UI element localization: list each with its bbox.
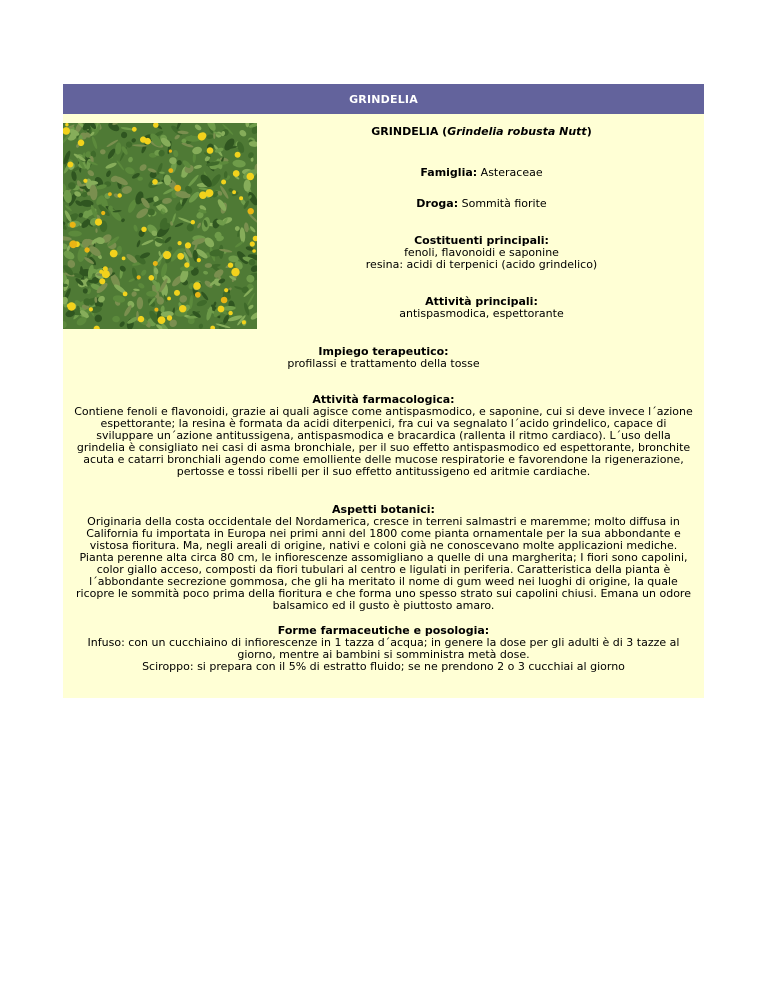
flower <box>137 275 141 279</box>
flower <box>179 305 186 312</box>
flower <box>174 290 180 296</box>
therapeutic-use-section <box>63 346 704 370</box>
activities-section <box>259 296 704 320</box>
flower <box>224 288 228 292</box>
species-paren-close: ) <box>586 125 592 138</box>
flower <box>252 249 256 253</box>
flower <box>207 147 214 154</box>
flower <box>83 179 87 183</box>
flower <box>247 173 255 181</box>
monograph-card <box>63 84 704 698</box>
botany-heading: Aspetti botanici: <box>332 503 435 516</box>
flower <box>184 262 189 267</box>
use-text: profilassi e trattamento della tosse <box>287 357 480 370</box>
flower <box>233 170 240 177</box>
flower <box>149 275 155 281</box>
dosage-heading: Forme farmaceutiche e posologia: <box>277 624 490 637</box>
use-heading: Impiego terapeutico: <box>318 345 449 358</box>
leaf <box>83 288 88 293</box>
activities-heading: Attività principali: <box>425 295 538 308</box>
flower <box>154 308 158 312</box>
constituents-line: fenoli, flavonoidi e saponine <box>404 246 559 259</box>
drug-value: Sommità fiorite <box>458 197 547 210</box>
flower <box>218 306 225 313</box>
flower <box>89 307 93 311</box>
flower <box>178 241 182 245</box>
header-bar <box>63 84 704 114</box>
flower <box>167 297 171 301</box>
species-title <box>259 126 704 138</box>
constituents-heading: Costituenti principali: <box>414 234 549 247</box>
botany-line: California fu importata in Europa nei primi anni del 1800 come pianta ornamentale per la sua abbondante e <box>86 527 681 540</box>
flower <box>174 185 181 192</box>
flower <box>168 168 173 173</box>
botany-line: color giallo acceso, composti da fiori tubulari al centro e ligulati in periferia. Caratteristica della pianta è <box>96 563 671 576</box>
flower <box>110 250 118 258</box>
family-line <box>259 167 704 179</box>
flower <box>193 282 201 290</box>
flower <box>239 196 243 200</box>
flower <box>78 140 85 147</box>
pharmacology-line: acuta e catarri bronchiali agendo come emolliente delle mucose respiratorie e favorendone la rigenerazione, <box>83 453 684 466</box>
botany-line: l´abbondante secrezione gommosa, che gli ha meritato il nome di gum weed nei luoghi di origine, la quale <box>89 575 678 588</box>
flower <box>67 162 73 168</box>
species-name: GRINDELIA <box>371 125 439 138</box>
constituents-section <box>259 235 704 271</box>
species-paren-open: ( <box>438 125 448 138</box>
flower <box>108 192 112 196</box>
pharmacology-line: grindelia è consigliato nei casi di asma bronchiale, per il suo effetto antispasmodico ed espettorante, bronchite <box>76 441 691 454</box>
header-title: GRINDELIA <box>349 92 418 106</box>
botany-line: balsamico ed il gusto è piuttosto amaro. <box>272 599 495 612</box>
flower <box>99 278 105 284</box>
flower <box>141 227 146 232</box>
flower <box>144 138 151 145</box>
flower <box>123 292 128 297</box>
flower <box>169 150 172 153</box>
flower <box>153 261 158 266</box>
pharmacology-heading: Attività farmacologica: <box>312 393 455 406</box>
plant-photo-image <box>63 123 257 329</box>
flower <box>67 304 71 308</box>
family-value: Asteraceae <box>477 166 543 179</box>
flower <box>70 222 76 228</box>
flower <box>191 220 195 224</box>
flower <box>242 320 246 324</box>
dosage-line: Infuso: con un cucchiaino di infiorescenze in 1 tazza d´acqua; in genere la dose per gli adulti è di 3 tazze al <box>87 636 680 649</box>
flower <box>232 190 236 194</box>
flower <box>228 263 233 268</box>
plant-photo <box>63 123 257 329</box>
activities-text: antispasmodica, espettorante <box>399 307 564 320</box>
botany-line: vistosa fioritura. Ma, negli areali di origine, nativi e coloni già ne conoscevano molte applicazioni mediche. <box>89 539 678 552</box>
flower <box>167 315 172 320</box>
drug-label: Droga: <box>416 197 459 210</box>
botany-line: ricopre le sommità poco prima della fioritura e che forma uno spesso strato sui capolini chiusi. Emana un odore <box>76 587 691 600</box>
pharmacology-line: pertosse e tossi ribelli per il suo effetto antitussigeno ed aritmie cardiache. <box>176 465 591 478</box>
flower <box>102 270 110 278</box>
flower <box>101 211 105 215</box>
flower <box>228 311 232 315</box>
botany-line: Pianta perenne alta circa 80 cm, le infiorescenze assomigliano a quelle di una margherita; I fiori sono capolini, <box>79 551 688 564</box>
flower <box>197 258 201 262</box>
pharmacology-line: Contiene fenoli e flavonoidi, grazie ai quali agisce come antispasmodico, e saponine, cui si deve invece l´azione <box>74 405 693 418</box>
dosage-line: Sciroppo: si prepara con il 5% di estratto fluido; se ne prendono 2 o 3 cucchiai al giorno <box>142 660 625 673</box>
leaf <box>137 297 143 309</box>
flower <box>231 268 239 276</box>
flower <box>221 297 228 304</box>
flower <box>221 180 226 185</box>
species-latin: Grindelia robusta Nutt <box>447 125 587 138</box>
flower <box>69 240 77 248</box>
flower <box>65 123 68 126</box>
leaf <box>146 291 157 297</box>
flower <box>132 127 137 132</box>
botany-line: Originaria della costa occidentale del Nordamerica, cresce in terreni salmastri e maremme; molto diffusa in <box>87 515 680 528</box>
family-label: Famiglia: <box>420 166 478 179</box>
pharmacology-line: sviluppare un´azione antitussigena, antispasmodica e bracardica (rallenta il ritmo cardiaco). L´uso della <box>96 429 671 442</box>
botany-section <box>69 504 698 612</box>
flower <box>200 132 207 139</box>
flower <box>235 152 241 158</box>
flower <box>199 191 207 199</box>
flower <box>185 242 191 248</box>
flower <box>158 316 166 324</box>
flower <box>152 179 158 185</box>
flower <box>95 219 102 226</box>
pharmacology-line: espettorante; la resina è formata da acidi diterpenici, fra cui va segnalato l´acido grindelico, capace di <box>100 417 667 430</box>
flower <box>118 193 122 197</box>
flower <box>138 316 144 322</box>
flower <box>250 241 255 246</box>
flower <box>163 251 171 259</box>
flower <box>122 257 126 261</box>
dosage-line: giorno, mentre ai bambini si somministra metà dose. <box>237 648 530 661</box>
flower <box>177 253 184 260</box>
dosage-section <box>69 625 698 673</box>
constituents-line: resina: acidi di terpenici (acido grindelico) <box>365 258 598 271</box>
flower <box>248 208 254 214</box>
drug-line <box>259 198 704 210</box>
flower <box>195 292 201 298</box>
pharmacology-section <box>69 394 698 478</box>
flower <box>84 247 89 252</box>
